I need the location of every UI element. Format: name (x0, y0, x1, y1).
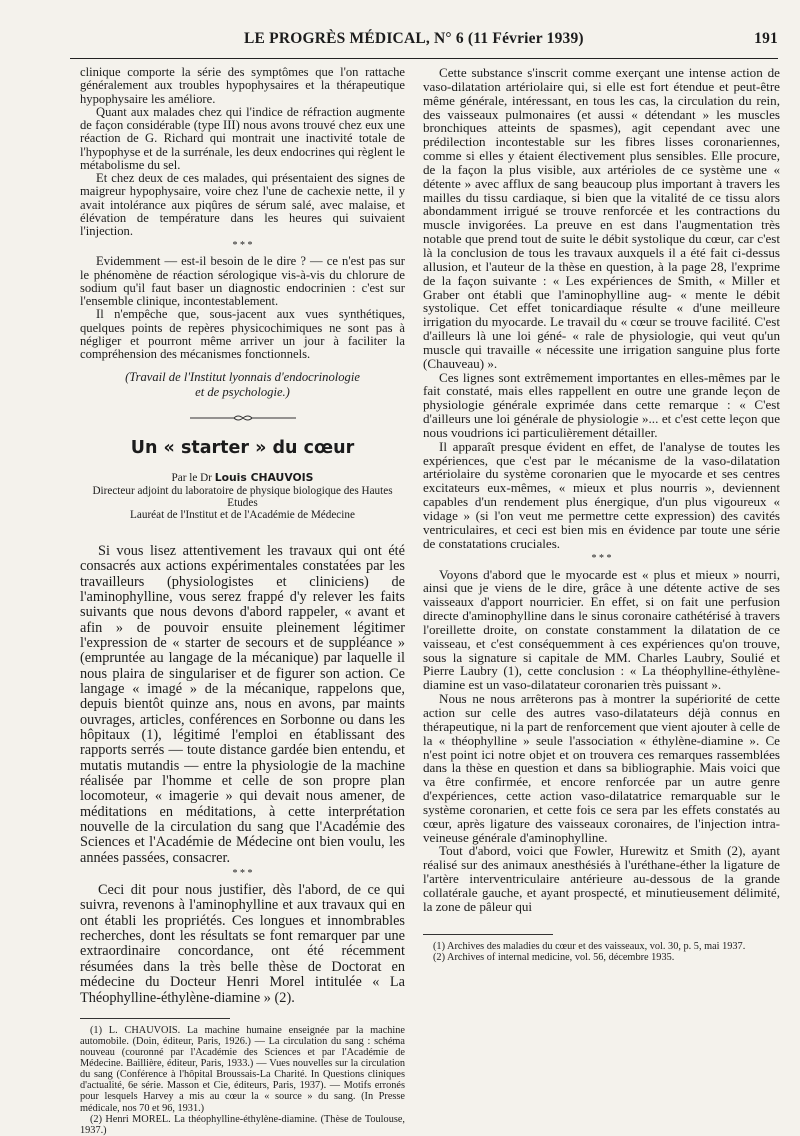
journal-title: LE PROGRÈS MÉDICAL, N° 6 (11 Février 1939) (244, 30, 584, 47)
section-stars: * * * (232, 868, 253, 880)
paragraph: Ces lignes sont extrêmement importantes en elles-mêmes par le fait constaté, mais elles rappellent en outre une grande leçon de physiologie générale exprimée dans cette remarque : « C'est d'ailleurs une loi générale de physiologie »... et c'est cette leçon que nous voudrions ici particulièrement détailler. (423, 369, 780, 440)
paragraph: clinique comporte la série des symptômes que l'on rattache généralement aux troubles hypophysaires et la thérapeutique hypophysaire les améliore. (80, 65, 405, 106)
paragraph: Nous ne nous arrêterons pas à montrer la supériorité de cette action sur celle des autres vaso-dilatateurs déjà connus en thérapeutique, ni la part de renforcement que vient ajouter à celle de la « théophylline » seule l'association « éthylène-diamine ». Ce n'est point ici notre objet et on trouvera ces remarques rassemblées dans la thèse en question et dans sa bibliographie. Mais voici que va être confirmée, et encore renforcée par un autre genre d'expériences, cette action vaso-dilatatrice remarquable sur le système coronarien, et cette fois ce sera par les effets constatés au cœur, après ligature des vaisseaux coronaires, de l'injection intra-veineuse générale d'aminophylline. (423, 691, 780, 845)
header-rule (70, 58, 778, 59)
footnote: (1) Archives des maladies du cœur et des vaisseaux, vol. 30, p. 5, mai 1937. (433, 940, 746, 952)
paragraph: Et chez deux de ces malades, qui présentaient des signes de maigreur hypophysaire, voire chez l'une de cachexie nette, il y avait intolérance aux piqûres de sérum salé, avec malaise, et élévation de température dans les heures qui suivaient l'injection. (80, 171, 405, 238)
paragraph: Voyons d'abord que le myocarde est « plus et mieux » nourri, ainsi que je viens de le dire, grâce à une détente active de ses vaisseaux d'apport nourricier. En effet, si on fait une perfusion directe d'aminophylline dans le sinus coronaire cathétérisé à travers l'oreillette droite, on constate constamment la dilatation de ce vaisseau, et c'est conséquemment à ces expériences qu'on trouve, sous la signature si capitale de MM. Charles Laubry, Soulié et Pierre Laubry (1), cette conclusion : « La théophylline-éthylène-diamine est un vaso-dilatateur coronarien très puissant ». (423, 566, 780, 693)
footnote: (2) Henri MOREL. La théophylline-éthylène-diamine. (Thèse de Toulouse, 1937.) (80, 1113, 405, 1136)
paragraph: Il apparaît presque évident en effet, de l'analyse de toutes les expériences, que c'est par le mécanisme de la vaso-dilatation artériolaire du système coronarien que le myocarde et ses centres excitateurs eux-mêmes, « mieux et plus nourris », deviennent capables d'un rendement plus énergique, d'un plus vigoureux « vidage » (si l'on veut me permettre cette expression) des cavités ventriculaires, et ceci est bien mis en évidence par toute une série de constatations cruciales. (423, 438, 780, 551)
right-column (423, 66, 780, 963)
ornament-divider (188, 414, 298, 422)
author-title: Directeur adjoint du laboratoire de physique biologique des Hautes Etudes (92, 484, 393, 510)
credit-line: (Travail de l'Institut lyonnais d'endocrinologie (125, 370, 360, 385)
footnote-rule (423, 934, 553, 935)
running-head (70, 30, 778, 52)
paragraph: Il n'empêche que, sous-jacent aux vues synthétiques, quelques points de repères physicochimiques ne sont pas à négliger et pourront même arriver un jour à faciliter la compréhension des mécanismes fonctionnels. (80, 307, 405, 361)
page-number: 191 (754, 30, 778, 47)
paragraph: Ceci dit pour nous justifier, dès l'abord, de ce qui suivra, revenons à l'aminophylline et aux travaux qui en ont établi les propriétés. Ces longues et innombrables recherches, dont les résultats se font remarquer par une extraordinaire concordance, ont été récemment résumées dans la très belle thèse de Doctorat en médecine du Docteur Henri Morel intitulée « La Théophylline-éthylène-diamine » (2). (80, 882, 405, 1006)
author-honor: Lauréat de l'Institut et de l'Académie de Médecine (130, 509, 355, 522)
article-title: Un « starter » du cœur (130, 438, 355, 459)
footnotes (80, 1025, 405, 1136)
institution-credit (80, 370, 405, 400)
byline (80, 472, 405, 522)
article-body (80, 544, 405, 1006)
footnote-rule (80, 1018, 230, 1019)
byline-prefix: Par le Dr (171, 472, 212, 485)
footnote: (2) Archives of internal medicine, vol. 56, décembre 1935. (433, 951, 675, 963)
left-column (80, 66, 405, 1136)
section-stars: * * * (591, 552, 612, 564)
credit-line: et de psychologie.) (195, 385, 290, 400)
paragraph: Tout d'abord, voici que Fowler, Hurewitz et Smith (2), ayant réalisé sur des animaux anesthésiés à l'uréthane-éther la ligature de l'artère interventriculaire antérieure au-dessous de la grande collatérale gauche, et ayant prospecté, et minutieusement délimité, la zone de pâleur qui (423, 843, 780, 914)
section-stars: * * * (232, 240, 253, 252)
paragraph: Quant aux malades chez qui l'indice de réfraction augmente de façon considérable (type III) nous avons trouvé chez eux une réaction de G. Richard qui montrait une inactivité totale de l'hypophyse et de la surrénale, les deux endocrines qui règlent le métabolisme du sel. (80, 104, 405, 172)
footnotes (423, 941, 780, 963)
author-name: Louis CHAUVOIS (214, 471, 314, 485)
footnote: (1) L. CHAUVOIS. La machine humaine enseignée par la machine automobile. (Doin, éditeur, Paris, 1926.) — La circulation du sang : schéma nouveau (couronné par l'Académie des Sciences et par l'Académie de Médecine. Baillière, éditeur, Paris, 1933.) — Vues nouvelles sur la circulation du sang (Conférence à l'hôpital Broussais-La Charité. In Questions cliniques d'actualité, 6e série. Masson et Cie, éditeurs, Paris, 1937). — Motifs erronés pour lesquels Harvey a mis au cœur la « source » du sang. (In Presse médicale, nos 70 et 96, 1931.) (80, 1024, 405, 1114)
paragraph: Cette substance s'inscrit comme exerçant une intense action de vaso-dilatation artériolaire qui, si elle est fort étendue et peut-être même générale, intéressant, en tous les cas, la circulation du rein, des vaisseaux pulmonaires (et aussi « détendant » les muscles bronchiques atteints de spasmes), agit cependant avec une prédilection incontestable sur les fibres lisses coronariennes, comme si elles y étaient électivement plus sensibles. Elle procure, de la façon la plus visible, aux artérioles de ce système une « détente » avec afflux de sang beaucoup plus important à travers les mailles du tissu cardiaque, si bien que la vitalité de ce tissu alors abondamment irrigué se trouve renforcée et les contractions du muscle invigorées. La preuve en est dans l'augmentation très notable que prend tout de suite le débit systolique du cœur, car c'est là la conclusion de tous les travaux auxquels il a été fait ci-dessus allusion, et l'auteur de la thèse en question, à la page 28, l'exprime de la façon suivante : « Les expériences de Smith, « Miller et Graber ont établi que l'aminophylline aug- « mente le débit systolique. Cet effet tonicardiaque résulte « d'une meilleure irrigation du myocarde. Le travail du « cœur se trouve facilité. C'est d'ailleurs là une loi géné- « rale de physiologie, qui veut qu'un muscle qui travaille « nécessite une irrigation sanguine plus forte (Chauveau) ». (423, 65, 780, 371)
paragraph: Evidemment — est-il besoin de le dire ? — ce n'est pas sur le phénomène de réaction sérologique vis-à-vis du chlorure de sodium qu'il faut baser un diagnostic endocrinien : c'est sur l'ensemble clinique, incontestablement. (80, 254, 405, 308)
paragraph: Si vous lisez attentivement les travaux qui ont été consacrés aux actions expérimentales constatées par les travailleurs (physiologistes et cliniciens) de l'aminophylline, vous serez frappé d'y relever les faits suivants que nous devons d'abord rappeler, « avant et afin » de pouvoir ensuite pleinement légitimer l'expression de « starter de secours et de suppléance » (empruntée au langage de la mécanique) par laquelle il nous plaira de singulariser et de figurer son action. Ce langage « imagé » de la mécanique, rappelons que, depuis bientôt quinze ans, nous en avons, par maints ouvrages, articles, conférences en Sorbonne ou dans les hôpitaux (1), légitimé l'emploi en établissant des rapports serrés — toute distance gardée bien entendu, et mutatis mutandis — entre la physiologie de la machine réalisée par l'homme et celle de son propre plan locomoteur, « imagerie » qui devait nous amener, de méditations en méditations, à cette interprétation nouvelle de la circulation du sang que l'Académie des Sciences et l'Académie de Médecine ont bien voulu, les années passées, consacrer. (80, 542, 405, 866)
